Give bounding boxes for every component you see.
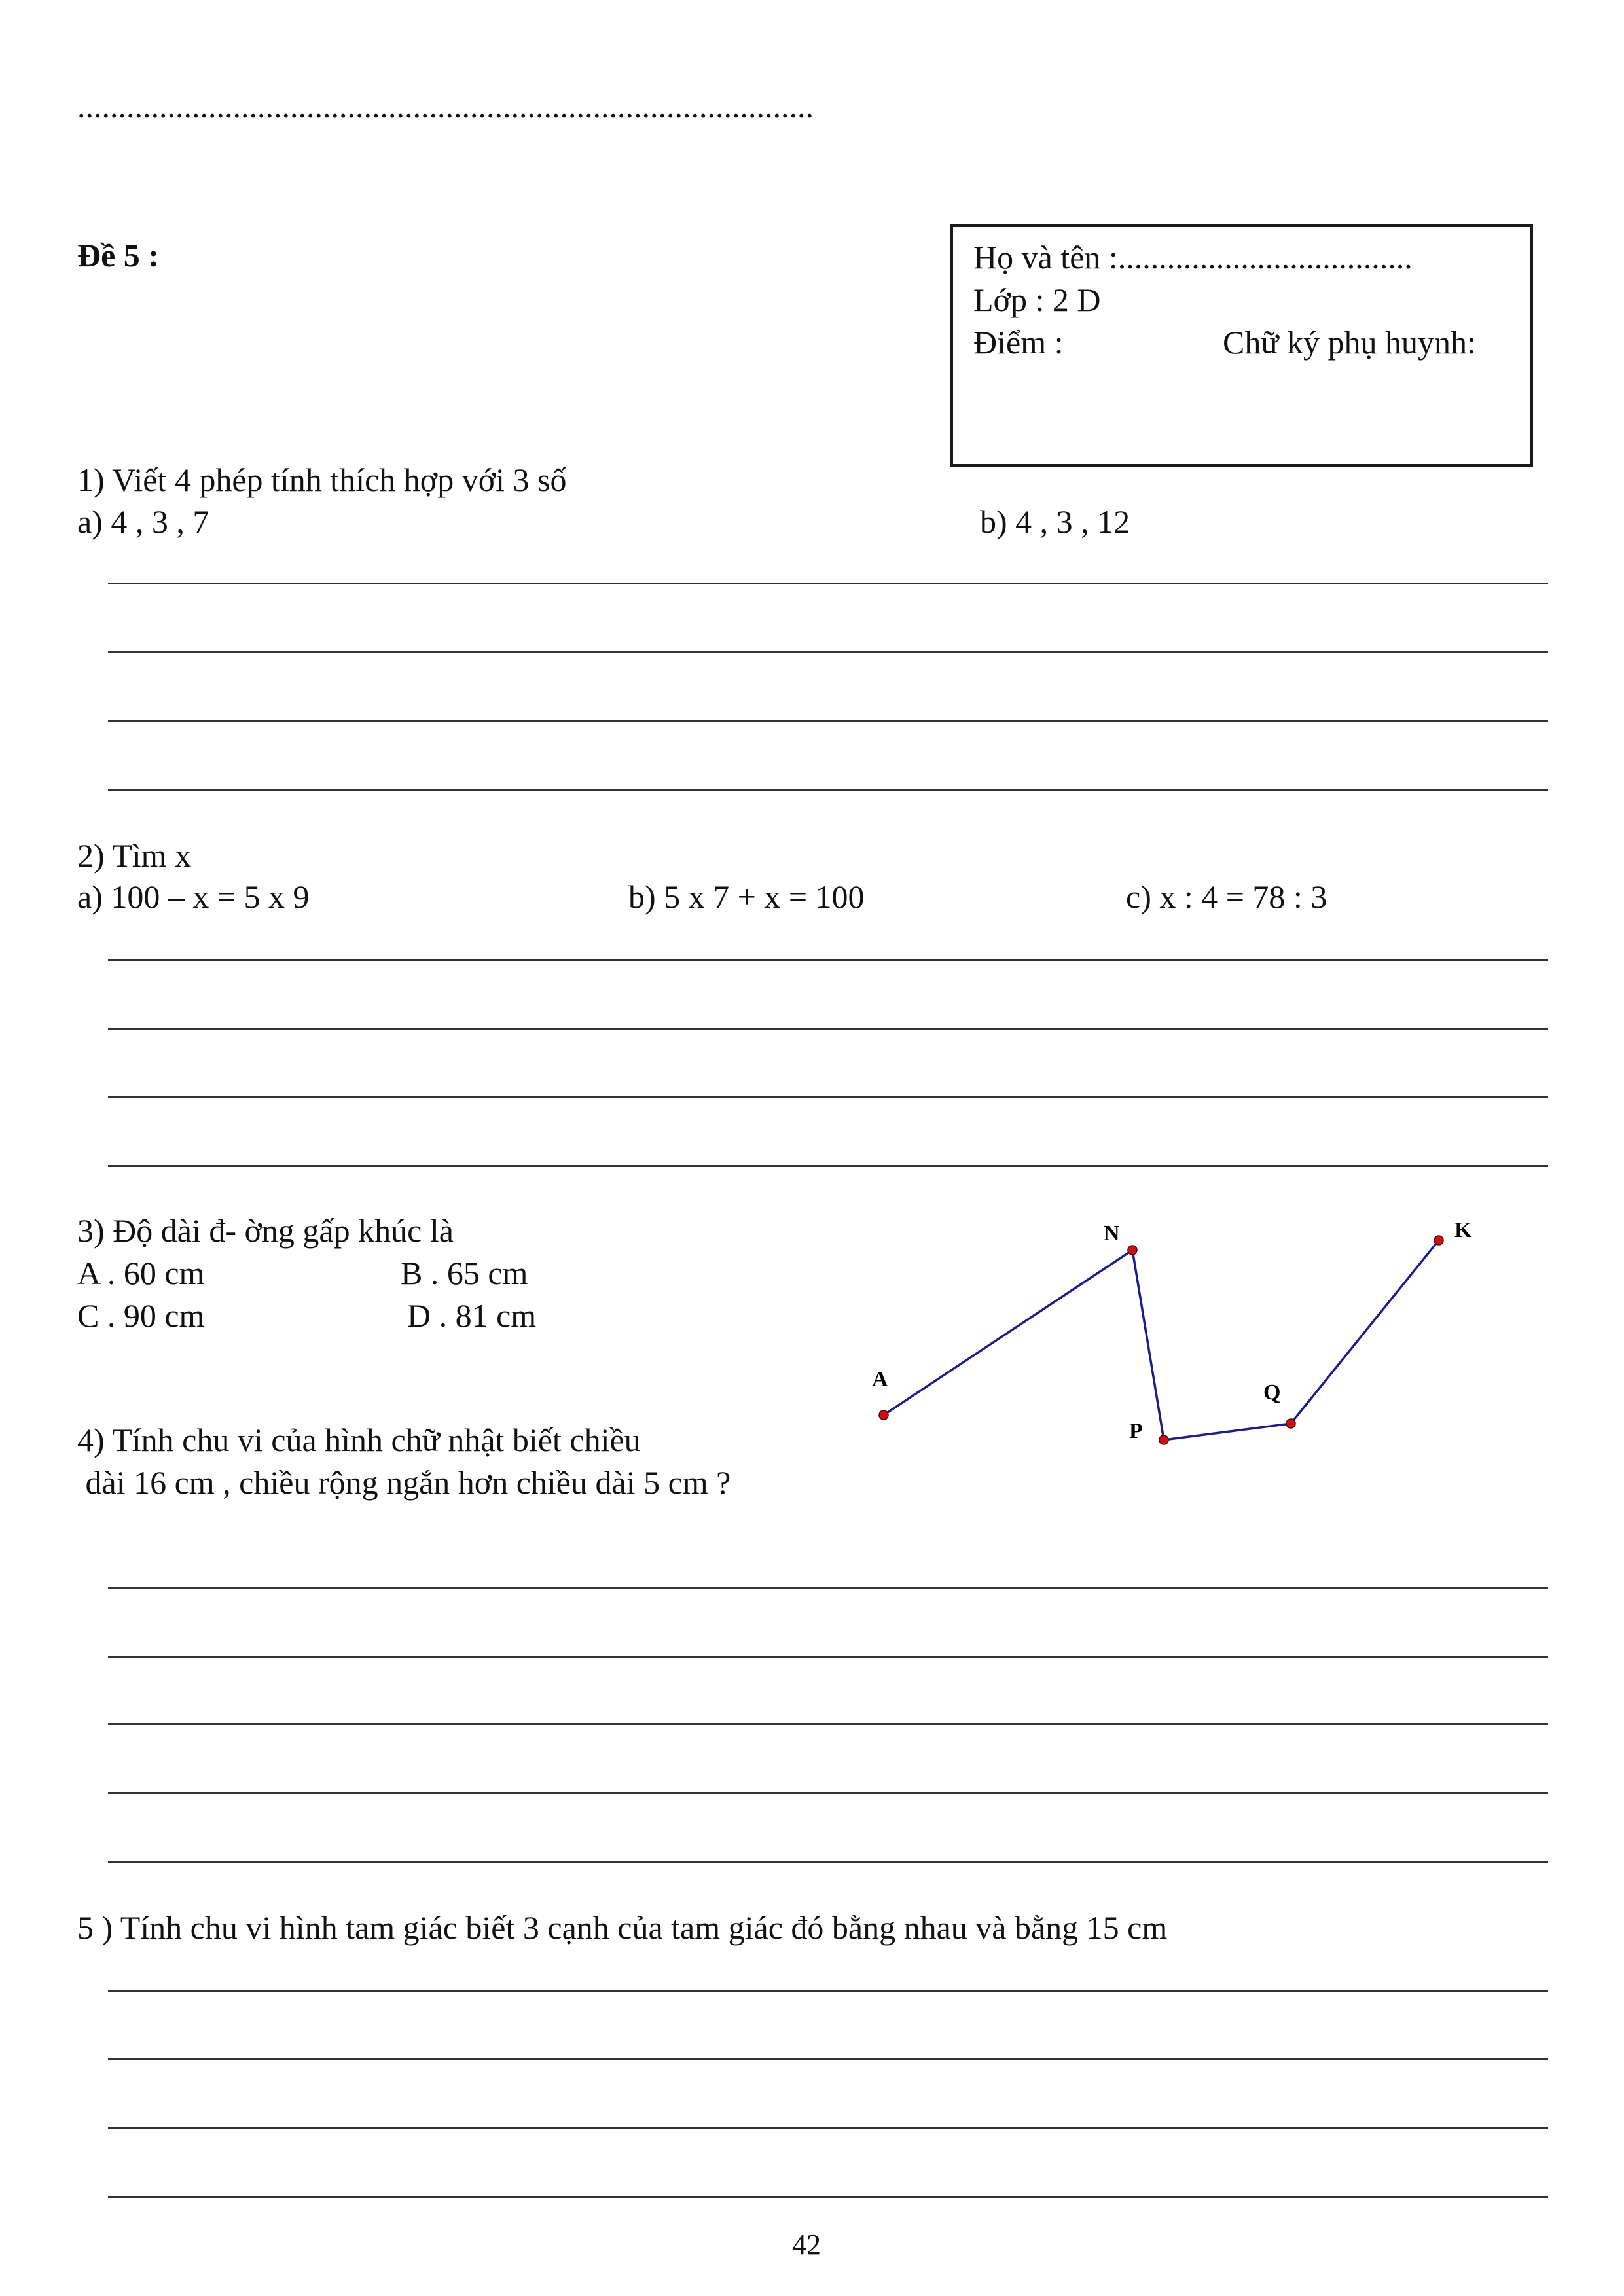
exam-heading: Đề 5 : — [77, 237, 159, 274]
answer-line[interactable] — [108, 1723, 1548, 1725]
q4-line-2: dài 16 cm , chiều rộng ngắn hơn chiều dài 5 cm ? — [77, 1464, 731, 1501]
class-label: Lớp : 2 D — [973, 281, 1101, 318]
answer-line[interactable] — [108, 651, 1548, 653]
answer-line[interactable] — [108, 1990, 1548, 1992]
answer-line[interactable] — [108, 583, 1548, 584]
polyline-figure — [851, 1198, 1506, 1460]
page-number: 42 — [792, 2229, 821, 2261]
point-q-marker — [1286, 1419, 1295, 1428]
q5-title: 5 ) Tính chu vi hình tam giác biết 3 cạnh của tam giác đó bằng nhau và bằng 15 cm — [77, 1909, 1168, 1946]
point-q-label: Q — [1263, 1380, 1281, 1405]
answer-line[interactable] — [108, 959, 1548, 961]
q4-line-1: 4) Tính chu vi của hình chữ nhật biết chiều — [77, 1422, 641, 1458]
answer-line[interactable] — [108, 1587, 1548, 1589]
q3-option-a[interactable]: A . 60 cm — [77, 1255, 205, 1291]
q3-option-b[interactable]: B . 65 cm — [401, 1255, 528, 1291]
q1-title: 1) Viết 4 phép tính thích hợp với 3 số — [77, 461, 567, 498]
answer-line[interactable] — [108, 1028, 1548, 1030]
answer-line[interactable] — [108, 1792, 1548, 1794]
point-p-label: P — [1129, 1419, 1143, 1443]
q1-part-b: b) 4 , 3 , 12 — [980, 503, 1130, 540]
answer-line[interactable] — [108, 1861, 1548, 1863]
q2-part-c: c) x : 4 = 78 : 3 — [1126, 878, 1327, 915]
answer-line[interactable] — [108, 2196, 1548, 2198]
q2-part-a: a) 100 – x = 5 x 9 — [77, 878, 310, 915]
student-name-field[interactable]: Họ và tên :.................................... — [973, 239, 1413, 276]
q2-part-b: b) 5 x 7 + x = 100 — [628, 878, 865, 915]
answer-line[interactable] — [108, 720, 1548, 722]
q3-option-d[interactable]: D . 81 cm — [407, 1297, 537, 1334]
q1-part-a: a) 4 , 3 , 7 — [77, 503, 209, 540]
point-a-marker — [879, 1410, 888, 1420]
point-k-label: K — [1454, 1218, 1472, 1242]
point-n-label: N — [1104, 1221, 1120, 1246]
answer-line[interactable] — [108, 1096, 1548, 1098]
answer-line[interactable] — [108, 1165, 1548, 1167]
top-dotted-line: .......................................................................................... — [77, 88, 814, 124]
q2-title: 2) Tìm x — [77, 837, 192, 874]
point-k-marker — [1434, 1236, 1443, 1245]
q3-option-c[interactable]: C . 90 cm — [77, 1297, 205, 1334]
point-p-marker — [1159, 1435, 1168, 1444]
score-label: Điểm : — [973, 324, 1064, 361]
answer-line[interactable] — [108, 789, 1548, 791]
parent-signature-label: Chữ ký phụ huynh: — [1223, 324, 1476, 361]
point-a-label: A — [872, 1367, 888, 1391]
polyline-path — [884, 1240, 1439, 1440]
answer-line[interactable] — [108, 1656, 1548, 1658]
point-n-marker — [1128, 1246, 1137, 1255]
answer-line[interactable] — [108, 2058, 1548, 2060]
q3-title: 3) Độ dài đ- ờng gấp khúc là — [77, 1212, 454, 1249]
answer-line[interactable] — [108, 2127, 1548, 2129]
